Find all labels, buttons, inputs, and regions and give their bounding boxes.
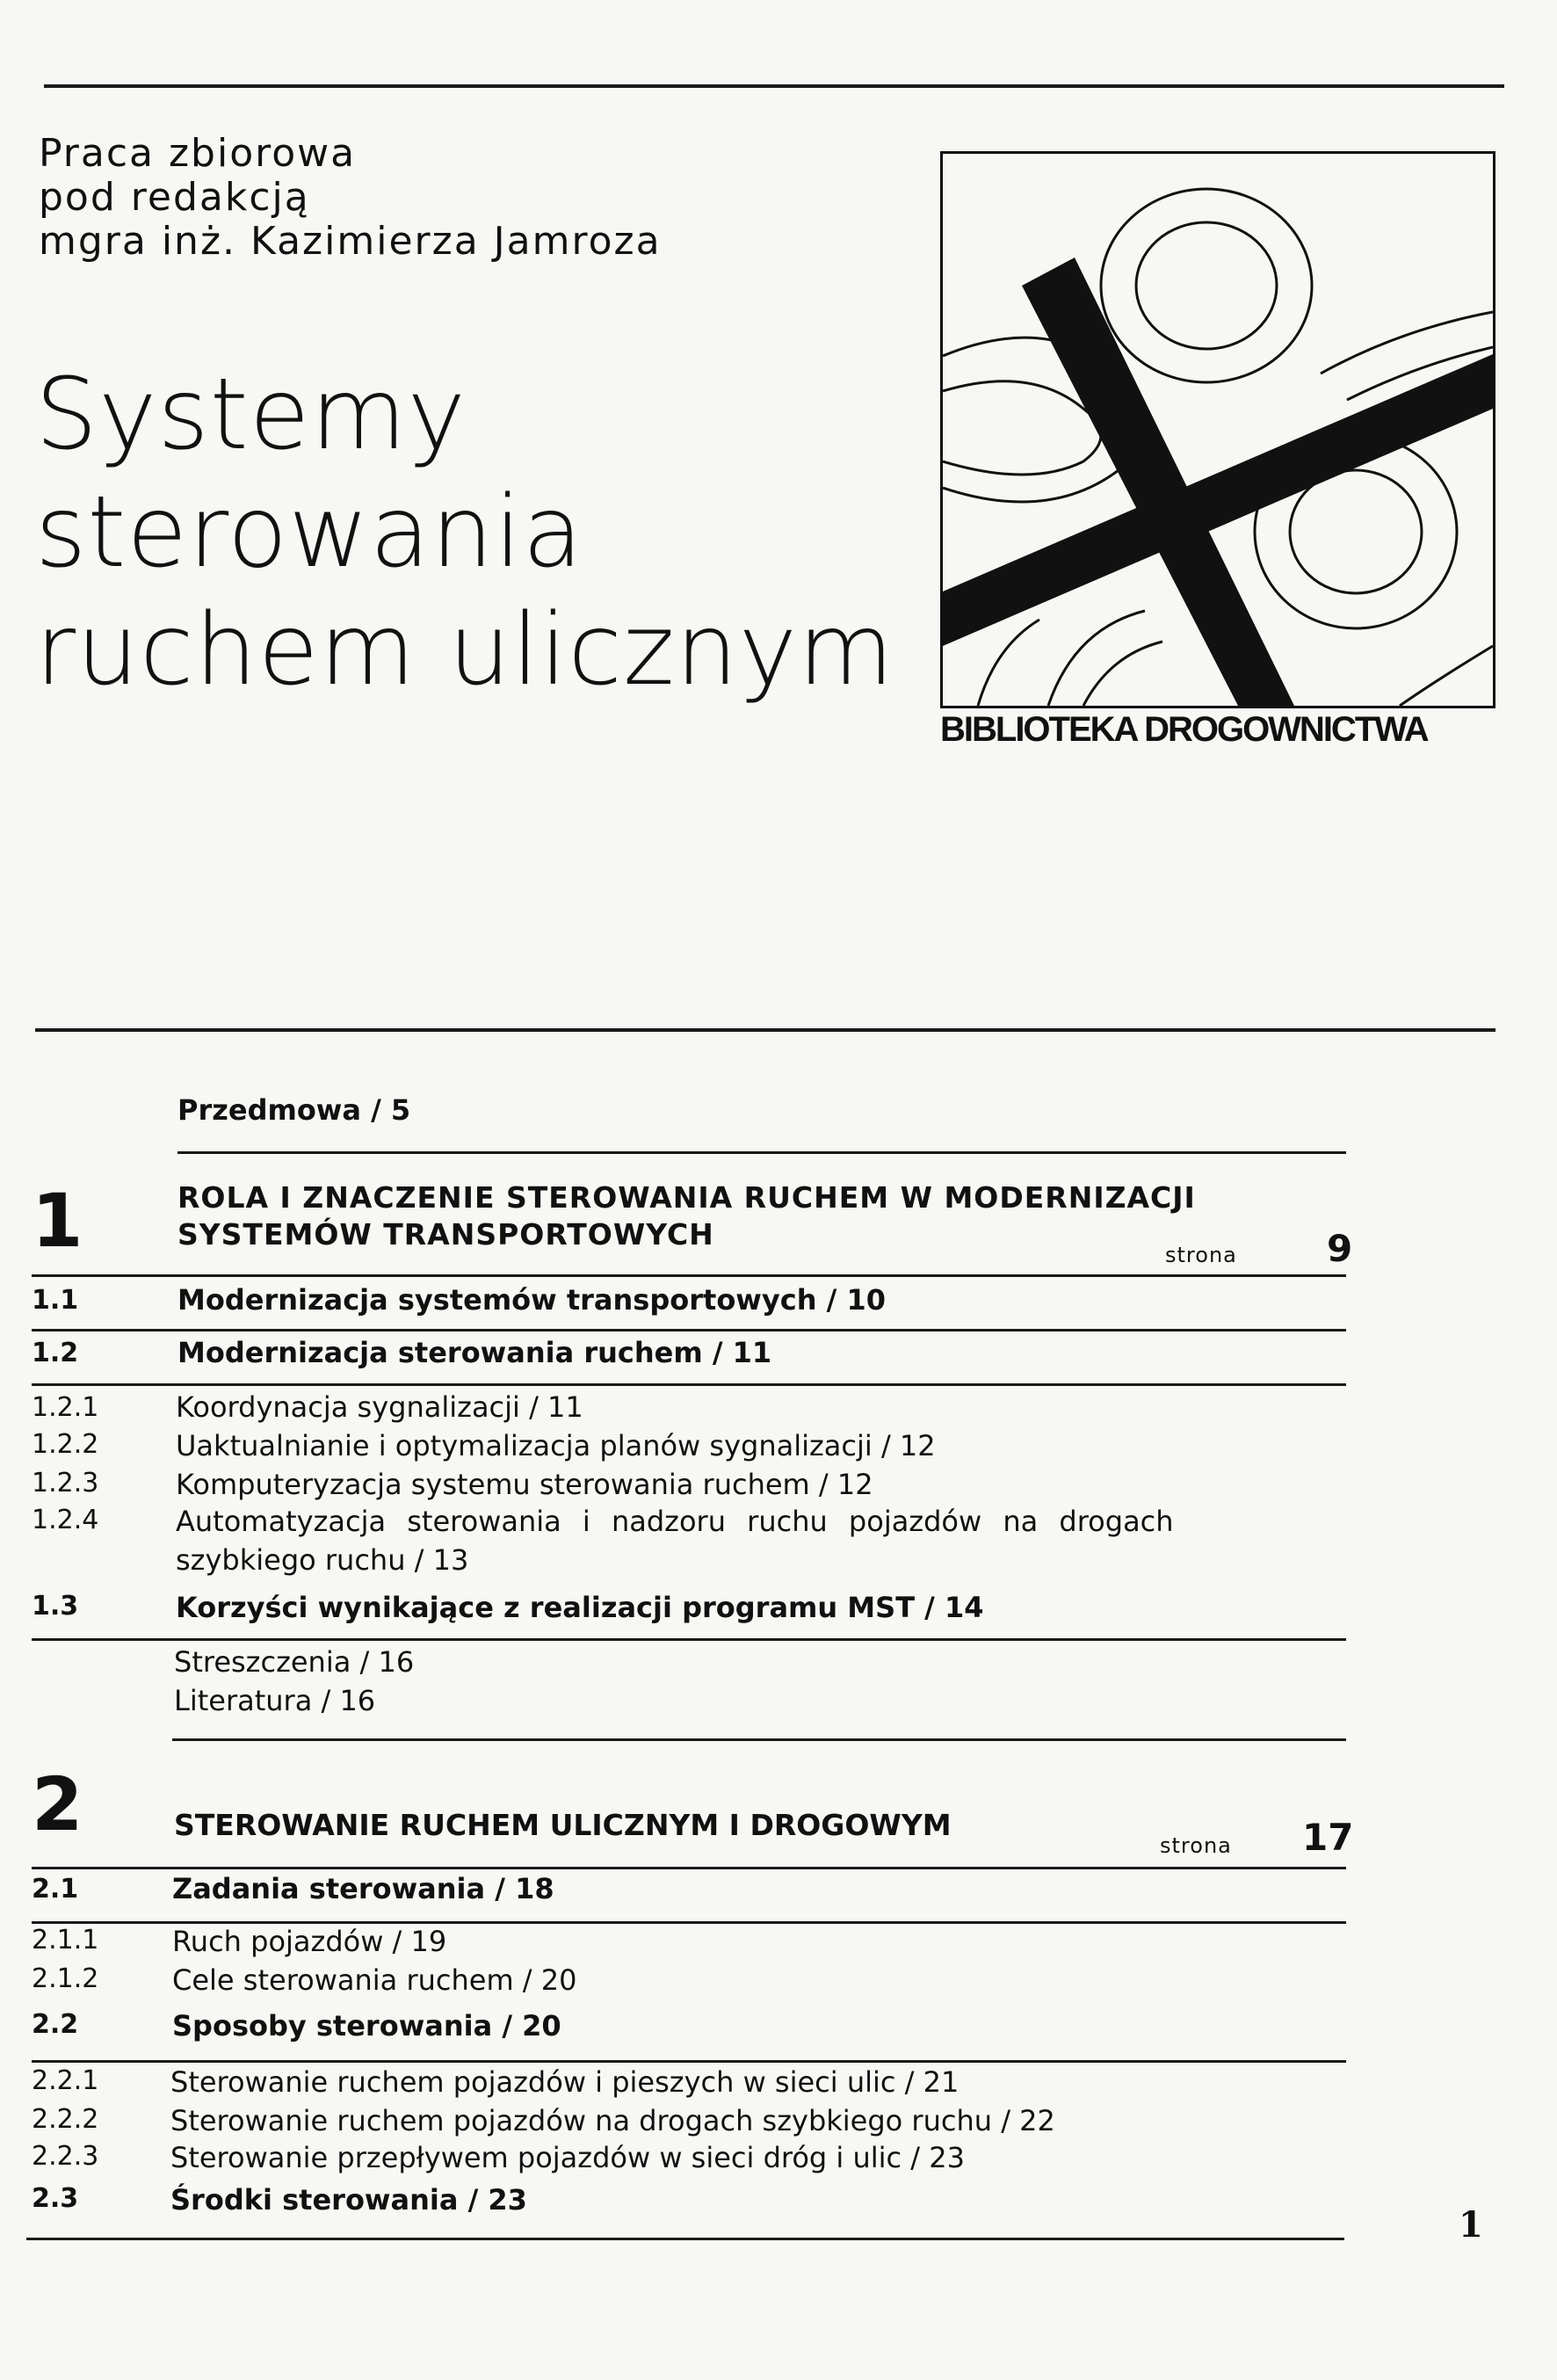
chapter-number: 2 xyxy=(32,1761,83,1847)
entry-number: 2.2 xyxy=(32,2009,79,2040)
editors-line: pod redakcją xyxy=(39,175,310,220)
toc-entry: Komputeryzacja systemu sterowania ruchem / 12 xyxy=(176,1468,873,1501)
toc-entry: Środki sterowania / 23 xyxy=(170,2183,527,2217)
toc-entry: Modernizacja systemów transportowych / 10 xyxy=(177,1283,886,1317)
divider xyxy=(32,2060,1346,2063)
editors-line: mgra inż. Kazimierza Jamroza xyxy=(39,219,662,264)
toc-entry: szybkiego ruchu / 13 xyxy=(176,1543,469,1577)
toc-entry: Zadania sterowania / 18 xyxy=(172,1872,554,1905)
entry-number: 1.2.4 xyxy=(32,1505,99,1535)
divider xyxy=(32,1274,1346,1277)
toc-entry: Ruch pojazdów / 19 xyxy=(172,1925,447,1958)
entry-number: 1.2 xyxy=(32,1338,79,1368)
page-number: 1 xyxy=(1459,2204,1483,2246)
entry-number: 1.3 xyxy=(32,1591,79,1622)
chapter-start-page: 17 xyxy=(1302,1816,1354,1859)
toc-entry: Koordynacja sygnalizacji / 11 xyxy=(176,1390,583,1424)
toc-entry: Uaktualnianie i optymalizacja planów sygnalizacji / 12 xyxy=(176,1429,936,1462)
series-name: BIBLIOTEKA DROGOWNICTWA xyxy=(940,710,1428,749)
book-title xyxy=(35,356,894,709)
top-rule xyxy=(44,84,1504,88)
entry-number: 2.1.2 xyxy=(32,1963,99,1994)
toc-entry: Sposoby sterowania / 20 xyxy=(172,2009,561,2043)
divider xyxy=(26,2238,1344,2240)
divider xyxy=(32,1867,1346,1869)
chapter-number: 1 xyxy=(32,1178,83,1264)
divider xyxy=(32,1638,1346,1641)
title-line: Systemy xyxy=(35,358,467,472)
entry-number: 2.1.1 xyxy=(32,1925,99,1956)
toc-entry: Sterowanie przepływem pojazdów w sieci dróg i ulic / 23 xyxy=(170,2141,965,2174)
entry-number: 1.1 xyxy=(32,1285,79,1316)
chapter-start-page: 9 xyxy=(1327,1227,1353,1270)
entry-number: 1.2.3 xyxy=(32,1468,99,1498)
entry-number: 2.2.2 xyxy=(32,2104,99,2135)
entry-number: 2.1 xyxy=(32,1874,79,1905)
editors-block xyxy=(39,132,662,264)
entry-number: 1.2.2 xyxy=(32,1429,99,1460)
divider xyxy=(177,1151,1346,1154)
toc-entry: Automatyzacja sterowania i nadzoru ruchu pojazdów na drogach xyxy=(176,1505,1174,1538)
entry-number: 2.2.3 xyxy=(32,2141,99,2172)
strona-label: strona xyxy=(1165,1243,1237,1267)
chapter-title-line: SYSTEMÓW TRANSPORTOWYCH xyxy=(177,1217,714,1252)
toc-entry: Literatura / 16 xyxy=(174,1684,376,1717)
entry-number: 2.2.1 xyxy=(32,2065,99,2096)
toc-top-rule xyxy=(35,1028,1495,1032)
title-line: ruchem ulicznym xyxy=(35,593,895,707)
title-line: sterowania xyxy=(35,475,584,590)
divider xyxy=(32,1383,1346,1386)
entry-number: 2.3 xyxy=(32,2183,79,2214)
chapter-title-line: ROLA I ZNACZENIE STEROWANIA RUCHEM W MODERNIZACJI xyxy=(177,1180,1196,1215)
toc-preface: Przedmowa / 5 xyxy=(177,1093,411,1127)
divider xyxy=(172,1738,1346,1741)
chapter-title-line: STEROWANIE RUCHEM ULICZNYM I DROGOWYM xyxy=(174,1808,952,1842)
editors-line: Praca zbiorowa xyxy=(39,131,357,176)
toc-entry: Sterowanie ruchem pojazdów na drogach szybkiego ruchu / 22 xyxy=(170,2104,1055,2137)
toc-entry: Modernizacja sterowania ruchem / 11 xyxy=(177,1336,772,1369)
divider xyxy=(32,1921,1346,1924)
toc-entry: Korzyści wynikające z realizacji programu MST / 14 xyxy=(176,1591,984,1624)
entry-number: 1.2.1 xyxy=(32,1392,99,1423)
strona-label: strona xyxy=(1160,1833,1232,1858)
interchange-logo-icon xyxy=(940,151,1495,708)
toc-entry: Streszczenia / 16 xyxy=(174,1645,415,1679)
toc-entry: Cele sterowania ruchem / 20 xyxy=(172,1963,577,1997)
divider xyxy=(32,1329,1346,1331)
toc-entry: Sterowanie ruchem pojazdów i pieszych w sieci ulic / 21 xyxy=(170,2065,960,2099)
